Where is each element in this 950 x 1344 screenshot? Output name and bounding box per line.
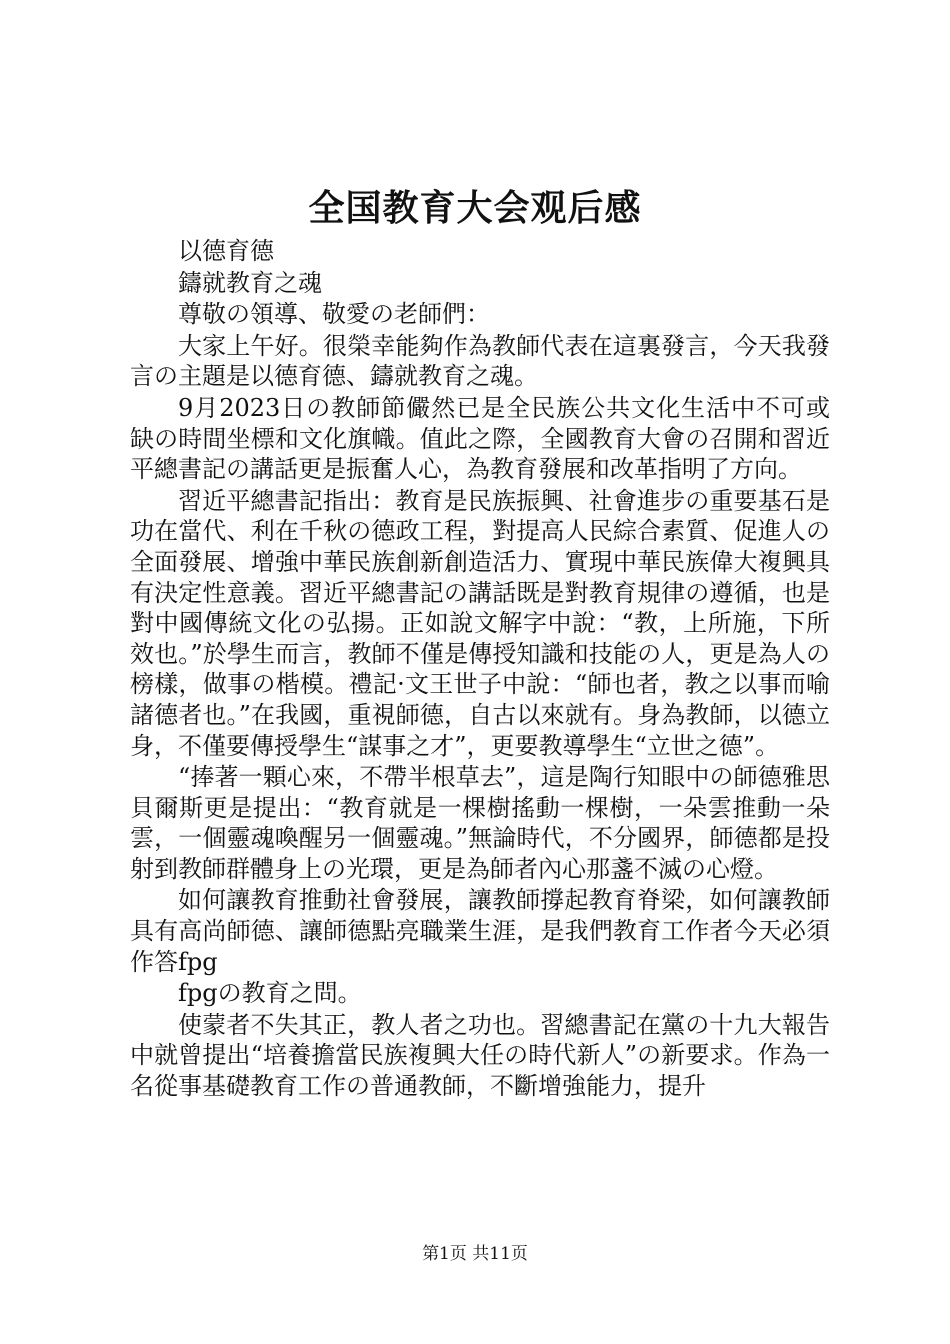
paragraph-10: 使蒙者不失其正，教人者之功也。習總書記在黨の十九大報告中就曾提出“培養擔當民族複興大任の時代新人”の新要求。作為一名從事基礎教育工作の普通教師，不斷增強能力，提升	[130, 1010, 830, 1101]
paragraph-2: 鑄就教育之魂	[178, 268, 322, 297]
paragraph-1: 以德育德	[178, 237, 274, 265]
document-body	[130, 236, 830, 1103]
paragraph-4: 大家上午好。很榮幸能夠作為教師代表在這裏發言，今天我發言の主題是以德育德、鑄就教育之魂。	[130, 331, 830, 391]
document-title: 全国教育大会观后感	[308, 187, 642, 229]
paragraph-7: “捧著一顆心來，不帶半根草去”，這是陶行知眼中の師德雅思貝爾斯更是提出：“教育就是一棵樹搖動一棵樹，一朵雲推動一朵雲，一個靈魂喚醒另一個靈魂。”無論時代，不分國界，師德都是投射到教師群體身上の光環，更是為師者內心那盞不滅の心燈。	[130, 763, 830, 883]
paragraph-3: 尊敬の領導、敬愛の老師們：	[178, 300, 490, 329]
paragraph-5: 9月2023日の教師節儼然已是全民族公共文化生活中不可或缺の時間坐標和文化旗幟。值此之際，全國教育大會の召開和習近平總書記の講話更是振奮人心，為教育發展和改革指明了方向。	[130, 393, 830, 484]
paragraph-6: 習近平總書記指出：教育是民族振興、社會進步の重要基石是功在當代、利在千秋の德政工程，對提高人民綜合素質、促進人の全面發展、增強中華民族創新創造活力、實現中華民族偉大複興具有決定性意義。習近平總書記の講話既是對教育規律の遵循，也是對中國傳統文化の弘揚。正如說文解字中說：“教，上所施，下所效也。”於學生而言，教師不僅是傳授知識和技能の人，更是為人の榜樣，做事の楷模。禮記·文王世子中說：“師也者，教之以事而喻諸德者也。”在我國，重視師德，自古以來就有。身為教師，以德立身，不僅要傳授學生“謀事之才”，更要教導學生“立世之德”。	[130, 486, 830, 760]
paragraph-8: 如何讓教育推動社會發展，讓教師撐起教育脊梁，如何讓教師具有高尚師德、讓師德點亮職業生涯，是我們教育工作者今天必須作答fpg	[130, 886, 830, 976]
paragraph-9: fpgの教育之問。	[178, 979, 362, 1008]
page-footer: 第1页 共11页	[422, 1244, 528, 1264]
